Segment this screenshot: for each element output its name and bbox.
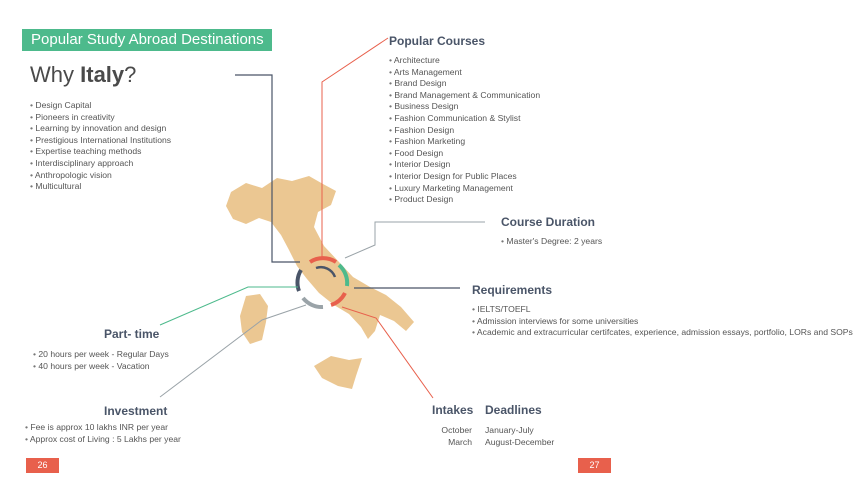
deadlines-values (485, 425, 554, 448)
intake-month: October (441, 425, 472, 435)
why-prefix: Why (30, 62, 81, 87)
list-item: • Anthropologic vision (30, 170, 171, 182)
parttime-title: Part- time (104, 327, 160, 341)
investment-list (25, 422, 181, 445)
duration-list (501, 236, 602, 248)
deadline-range: August-December (485, 436, 555, 447)
courses-title: Popular Courses (389, 34, 486, 48)
deadline-range: January-July (485, 425, 534, 435)
list-item: • Product Design (389, 194, 540, 206)
list-item: • Expertise teaching methods (30, 146, 171, 158)
courses-connector (322, 38, 388, 260)
why-country: Italy (80, 62, 125, 87)
banner-title: Popular Study Abroad Destinations (22, 29, 272, 51)
investment-title: Investment (104, 404, 168, 418)
parttime-connector (160, 287, 298, 325)
list-item: • Approx cost of Living : 5 Lakhs per year (25, 434, 181, 446)
courses-list (389, 55, 540, 206)
list-item: • Master's Degree: 2 years (501, 236, 602, 248)
list-item: • Admission interviews for some universities (472, 316, 622, 328)
list-item: • Fee is approx 10 lakhs INR per year (25, 422, 181, 434)
duration-title: Course Duration (501, 215, 596, 229)
list-item: • Arts Management (389, 67, 540, 79)
list-item: • Academic and extracurricular certifcates, experience, admission essays, portfolio, LORs and SOPs (472, 327, 622, 339)
list-item: • IELTS/TOEFL (472, 304, 622, 316)
list-item: • Interior Design (389, 159, 540, 171)
list-item: • Fashion Marketing (389, 136, 540, 148)
list-item: • Pioneers in creativity (30, 112, 171, 124)
list-item: • Interior Design for Public Places (389, 171, 540, 183)
list-item: • Interdisciplinary approach (30, 158, 171, 170)
list-item: • Learning by innovation and design (30, 123, 171, 135)
list-item: • Business Design (389, 101, 540, 113)
investment-connector (160, 305, 306, 397)
intake-month: March (448, 436, 472, 447)
requirements-title: Requirements (472, 283, 553, 297)
italy-shape (226, 176, 414, 389)
deadlines-title: Deadlines (485, 403, 542, 417)
list-item: • Fashion Communication & Stylist (389, 113, 540, 125)
list-item: • Brand Management & Communication (389, 90, 540, 102)
list-item: • Brand Design (389, 78, 540, 90)
duration-connector (345, 222, 485, 258)
list-item: • Food Design (389, 148, 540, 160)
list-item: • Fashion Design (389, 125, 540, 137)
list-item: • Design Capital (30, 100, 171, 112)
list-item: • 20 hours per week - Regular Days (33, 349, 169, 361)
why-suffix: ? (124, 62, 137, 87)
page-number-right: 27 (578, 458, 611, 473)
list-item: • Architecture (389, 55, 540, 67)
parttime-list (33, 349, 169, 372)
intakes-values (430, 425, 472, 448)
list-item: • Multicultural (30, 181, 171, 193)
list-item: • 40 hours per week - Vacation (33, 361, 169, 373)
list-item: • Luxury Marketing Management (389, 183, 540, 195)
page-number-left: 26 (26, 458, 59, 473)
requirements-list (472, 304, 853, 339)
intakes-title: Intakes (432, 403, 474, 417)
list-item: • Prestigious International Institutions (30, 135, 171, 147)
